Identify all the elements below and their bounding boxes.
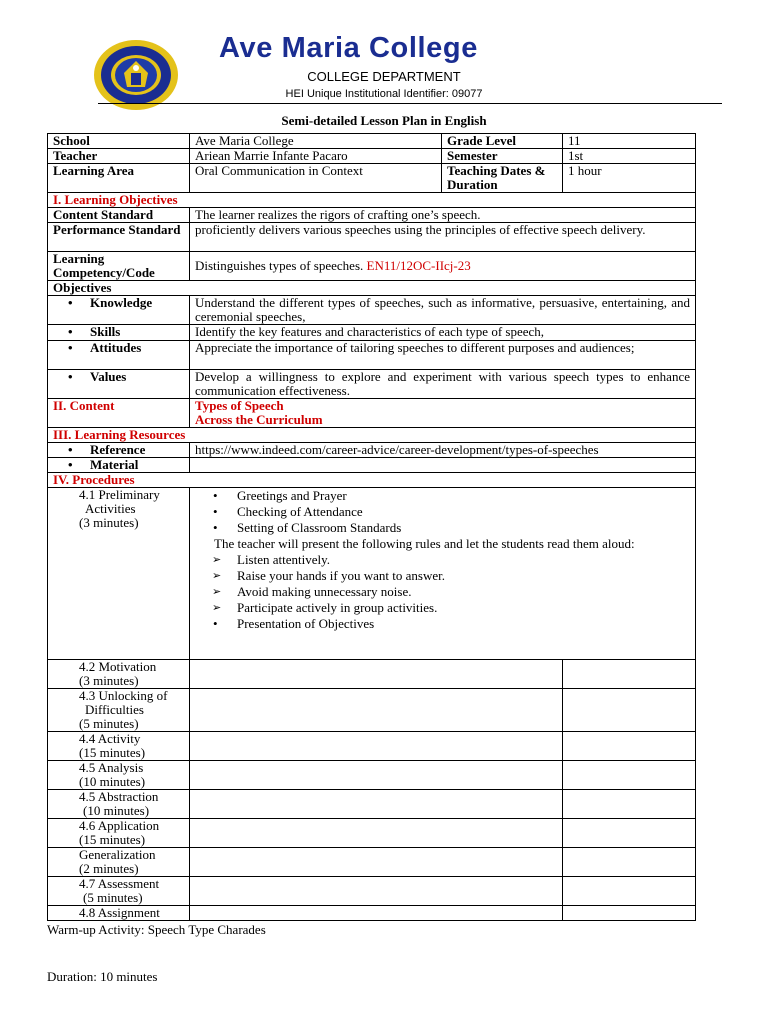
table-row: [48, 488, 696, 660]
step-cell: [563, 790, 696, 819]
step-label-line: 4.1 Preliminary: [79, 487, 160, 502]
step-cell: [563, 819, 696, 848]
table-row: [48, 149, 696, 164]
step-cell: [190, 790, 563, 819]
step-duration: (2 minutes): [79, 861, 139, 876]
table-row: [48, 325, 696, 341]
step-cell: [563, 761, 696, 790]
step-cell: [563, 906, 696, 921]
preliminary-bullet-list: [195, 488, 690, 536]
step-label-line: Generalization: [79, 847, 156, 862]
step-label-line: 4.4 Activity: [79, 731, 141, 746]
step-cell: [190, 848, 563, 877]
step-cell: [190, 689, 563, 732]
list-item: ➢ Listen attentively.: [237, 552, 690, 568]
list-item: ➢ Avoid making unnecessary noise.: [237, 584, 690, 600]
section-learning-objectives: I. Learning Objectives: [48, 193, 696, 208]
semester-value: 1st: [563, 149, 696, 164]
rules-intro: The teacher will present the following rules and let the students read them aloud:: [214, 536, 635, 551]
school-value: Ave Maria College: [190, 134, 442, 149]
generalization-label: [48, 848, 190, 877]
step-cell: [190, 761, 563, 790]
table-row: [48, 819, 696, 848]
institution-identifier: HEI Unique Institutional Identifier: 09077: [285, 88, 483, 100]
step-duration: (10 minutes): [83, 803, 150, 818]
motivation-label: [48, 660, 190, 689]
step-cell: [563, 660, 696, 689]
step-duration: (15 minutes): [79, 745, 146, 760]
material-label: • Material: [48, 458, 190, 473]
abstraction-label: [48, 790, 190, 819]
attitudes-label: • Attitudes: [48, 341, 190, 370]
table-row: [48, 877, 696, 906]
unlocking-difficulties-label: [48, 689, 190, 732]
list-item: ➢ Raise your hands if you want to answer.: [237, 568, 690, 584]
analysis-label: [48, 761, 190, 790]
learning-area-label: Learning Area: [48, 164, 190, 193]
table-row: [48, 399, 696, 428]
table-row: [48, 761, 696, 790]
header-divider: [98, 103, 722, 104]
teaching-dates-label: Teaching Dates & Duration: [442, 164, 563, 193]
step-cell: [190, 732, 563, 761]
learning-area-value: Oral Communication in Context: [190, 164, 442, 193]
lesson-plan-table: [47, 133, 696, 921]
objectives-label: Objectives: [48, 281, 696, 296]
table-row: [48, 208, 696, 223]
step-cell: [190, 660, 563, 689]
assessment-label: [48, 877, 190, 906]
step-cell: [563, 877, 696, 906]
step-label-line: 4.6 Application: [79, 818, 160, 833]
content-value: [190, 399, 696, 428]
department-name: COLLEGE DEPARTMENT: [307, 69, 461, 84]
competency-text: Distinguishes types of speeches.: [195, 258, 364, 273]
step-duration: (5 minutes): [79, 716, 139, 731]
table-row: [48, 848, 696, 877]
table-row: [48, 296, 696, 325]
performance-standard-value: proficiently delivers various speeches using the principles of effective speech delivery.: [190, 223, 696, 252]
table-row: [48, 428, 696, 443]
table-row: [48, 252, 696, 281]
competency-label: Learning Competency/Code: [48, 252, 190, 281]
activity-label: [48, 732, 190, 761]
content-line-1: Types of Speech: [195, 398, 284, 413]
teacher-value: Ariean Marrie Infante Pacaro: [190, 149, 442, 164]
teaching-dates-value: 1 hour: [563, 164, 696, 193]
preliminary-activities-label: [48, 488, 190, 660]
step-cell: [563, 689, 696, 732]
values-label: • Values: [48, 370, 190, 399]
document-title: Semi-detailed Lesson Plan in English: [281, 113, 487, 128]
school-label: School: [48, 134, 190, 149]
attitudes-value: Appreciate the importance of tailoring speeches to different purposes and audiences;: [190, 341, 696, 370]
step-label-line: 4.5 Analysis: [79, 760, 144, 775]
skills-value: Identify the key features and characteristics of each type of speech,: [190, 325, 696, 341]
table-row: [48, 281, 696, 296]
step-label-line: 4.7 Assessment: [79, 876, 160, 891]
grade-level-value: 11: [563, 134, 696, 149]
college-name: Ave Maria College: [219, 32, 478, 64]
skills-label: • Skills: [48, 325, 190, 341]
step-duration: (10 minutes): [79, 774, 146, 789]
preliminary-activities-content: [190, 488, 696, 660]
table-row: [48, 790, 696, 819]
list-item: • Setting of Classroom Standards: [237, 520, 690, 536]
table-row: [48, 134, 696, 149]
table-row: [48, 443, 696, 458]
step-duration: (5 minutes): [83, 890, 143, 905]
application-label: [48, 819, 190, 848]
table-row: [48, 341, 696, 370]
step-cell: [563, 732, 696, 761]
table-row: [48, 689, 696, 732]
material-value: [190, 458, 696, 473]
table-row: [48, 732, 696, 761]
section-procedures: IV. Procedures: [48, 473, 696, 488]
table-row: [48, 164, 696, 193]
section-content: II. Content: [48, 399, 190, 428]
content-standard-value: The learner realizes the rigors of crafting one’s speech.: [190, 208, 696, 223]
step-duration: (3 minutes): [79, 515, 139, 530]
reference-link[interactable]: https://www.indeed.com/career-advice/career-development/types-of-speeches: [190, 443, 696, 458]
step-cell: [190, 877, 563, 906]
step-cell: [190, 819, 563, 848]
duration-text: Duration: 10 minutes: [47, 969, 158, 984]
table-row: [48, 473, 696, 488]
step-label-line: 4.5 Abstraction: [79, 789, 159, 804]
step-cell: [563, 848, 696, 877]
step-cell: [190, 906, 563, 921]
step-label-line: Difficulties: [85, 702, 144, 717]
list-item: • Checking of Attendance: [237, 504, 690, 520]
list-item: • Greetings and Prayer: [237, 488, 690, 504]
table-row: [48, 193, 696, 208]
list-item: ➢ Participate actively in group activities.: [237, 600, 690, 616]
content-line-2: Across the Curriculum: [195, 412, 323, 427]
step-duration: (3 minutes): [79, 673, 139, 688]
performance-standard-label: Performance Standard: [48, 223, 190, 252]
teacher-label: Teacher: [48, 149, 190, 164]
step-label-line: 4.8 Assignment: [79, 905, 160, 920]
step-label-line: Activities: [85, 501, 136, 516]
content-standard-label: Content Standard: [48, 208, 190, 223]
step-label-line: 4.2 Motivation: [79, 659, 157, 674]
assignment-label: [48, 906, 190, 921]
competency-value: [190, 252, 696, 281]
rules-list: [195, 552, 690, 632]
reference-label: • Reference: [48, 443, 190, 458]
competency-code: EN11/12OC-IIcj-23: [366, 258, 471, 273]
table-row: [48, 458, 696, 473]
warmup-activity-text: Warm-up Activity: Speech Type Charades: [47, 922, 266, 937]
step-label-line: 4.3 Unlocking of: [79, 688, 168, 703]
document-header: [0, 0, 768, 112]
table-row: [48, 223, 696, 252]
knowledge-value: Understand the different types of speeches, such as informative, persuasive, entertaining, and ceremonial speeches,: [190, 296, 696, 325]
semester-label: Semester: [442, 149, 563, 164]
table-row: [48, 660, 696, 689]
list-item: • Presentation of Objectives: [237, 616, 690, 632]
values-value: Develop a willingness to explore and experiment with various speech types to enhance communication effectiveness.: [190, 370, 696, 399]
section-learning-resources: III. Learning Resources: [48, 428, 696, 443]
table-row: [48, 370, 696, 399]
step-duration: (15 minutes): [79, 832, 146, 847]
table-row: [48, 906, 696, 921]
grade-level-label: Grade Level: [442, 134, 563, 149]
knowledge-label: • Knowledge: [48, 296, 190, 325]
